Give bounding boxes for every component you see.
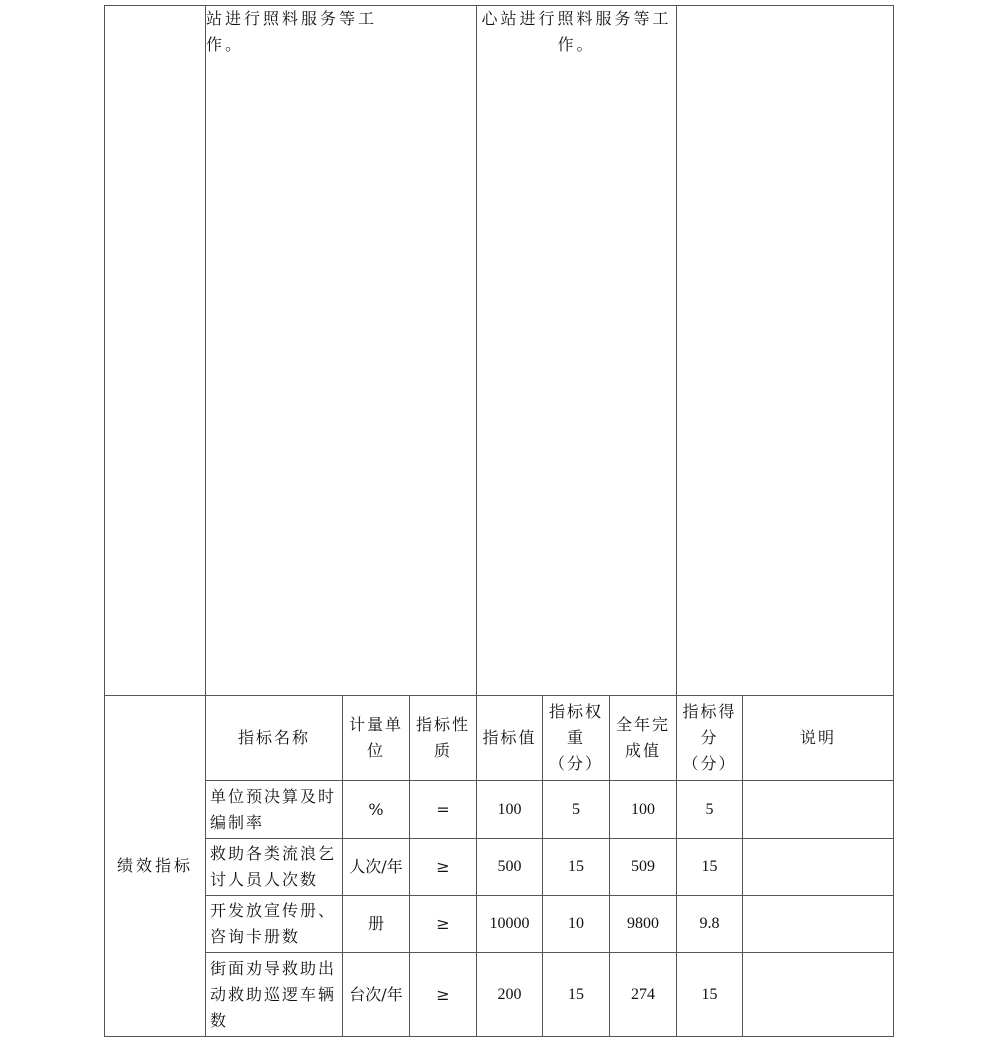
row-note (743, 781, 894, 839)
row-weight: 15 (543, 953, 610, 1037)
row-unit: % (343, 781, 410, 839)
section-label: 绩效指标 (105, 696, 206, 1037)
top-col3-text: 心站进行照料服务等工 作。 (477, 6, 677, 696)
row-value: 200 (477, 953, 543, 1037)
header-unit: 计量单 位 (343, 696, 410, 781)
header-name: 指标名称 (206, 696, 343, 781)
top-label-cell (105, 6, 206, 696)
row-name: 单位预决算及时 编制率 (206, 781, 343, 839)
row-nature: ≥ (410, 839, 477, 896)
row-actual: 9800 (610, 896, 677, 953)
header-weight: 指标权 重 （分） (543, 696, 610, 781)
row-weight: 5 (543, 781, 610, 839)
header-actual: 全年完 成值 (610, 696, 677, 781)
top-col2-text: 站进行照料服务等工 作。 (206, 6, 477, 696)
row-weight: 10 (543, 896, 610, 953)
metrics-header-row (105, 696, 894, 781)
row-actual: 100 (610, 781, 677, 839)
row-actual: 274 (610, 953, 677, 1037)
row-value: 500 (477, 839, 543, 896)
row-score: 5 (677, 781, 743, 839)
performance-table (104, 5, 894, 1037)
header-nature: 指标性 质 (410, 696, 477, 781)
table-row (105, 953, 894, 1037)
row-actual: 509 (610, 839, 677, 896)
row-nature: = (410, 781, 477, 839)
row-unit: 册 (343, 896, 410, 953)
row-unit: 人次/年 (343, 839, 410, 896)
row-note (743, 839, 894, 896)
header-value: 指标值 (477, 696, 543, 781)
row-score: 15 (677, 953, 743, 1037)
row-note (743, 896, 894, 953)
row-nature: ≥ (410, 896, 477, 953)
row-name: 开发放宣传册、 咨询卡册数 (206, 896, 343, 953)
row-score: 9.8 (677, 896, 743, 953)
table-row (105, 839, 894, 896)
table-row (105, 781, 894, 839)
header-score: 指标得 分 （分） (677, 696, 743, 781)
row-score: 15 (677, 839, 743, 896)
row-weight: 15 (543, 839, 610, 896)
row-unit: 台次/年 (343, 953, 410, 1037)
row-value: 100 (477, 781, 543, 839)
row-name: 街面劝导救助出 动救助巡逻车辆 数 (206, 953, 343, 1037)
table-row (105, 896, 894, 953)
header-note: 说明 (743, 696, 894, 781)
row-name: 救助各类流浪乞 讨人员人次数 (206, 839, 343, 896)
top-section-row (105, 6, 894, 696)
row-nature: ≥ (410, 953, 477, 1037)
row-value: 10000 (477, 896, 543, 953)
top-col4-text (677, 6, 894, 696)
row-note (743, 953, 894, 1037)
